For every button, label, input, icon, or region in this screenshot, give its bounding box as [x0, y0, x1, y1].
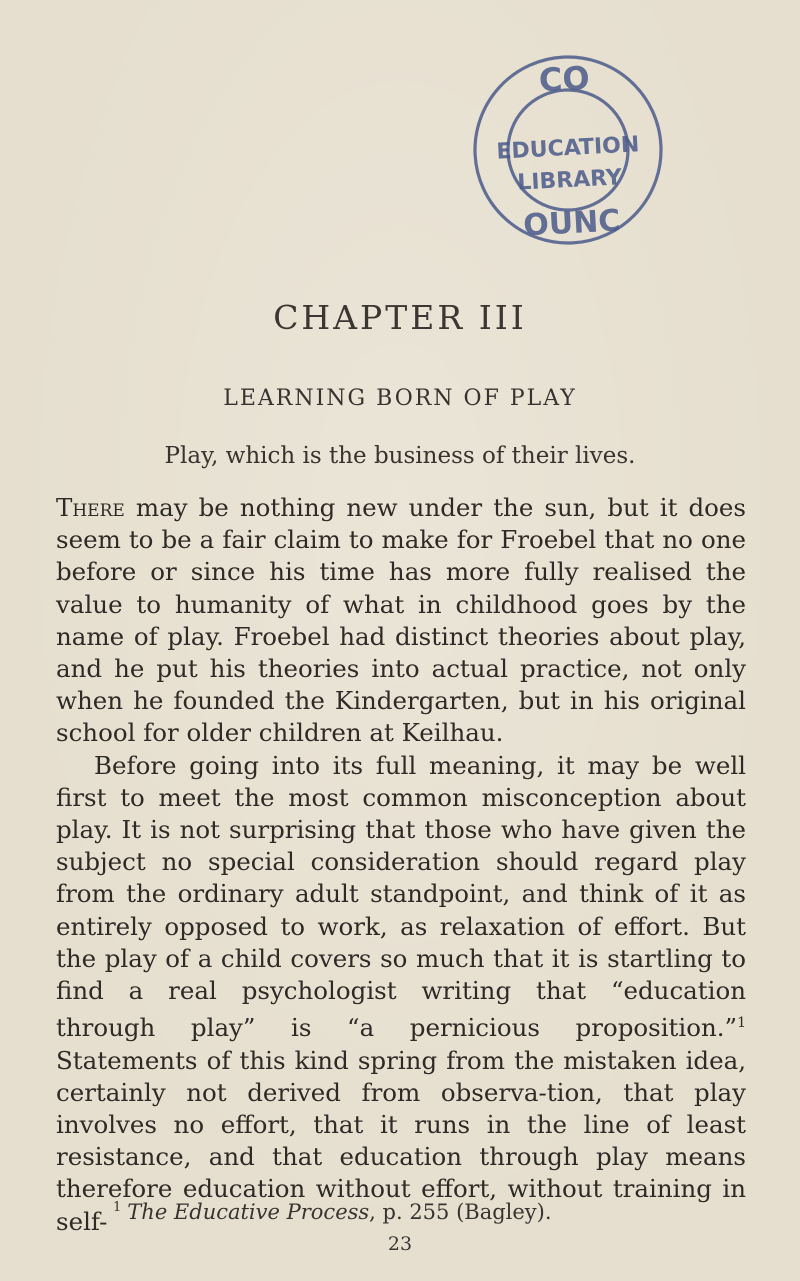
footnote-number: 1 [113, 1200, 122, 1215]
page-number: 23 [387, 1233, 413, 1255]
paragraph-2 [56, 750, 746, 1238]
library-stamp-graphic [463, 45, 673, 255]
chapter-heading: CHAPTER III [273, 298, 527, 337]
paragraph-1-text: may be nothing new under the sun, but it does seem to be a fair claim to make for Froebel that no one before or since his time has more fully realised the value to humanity of what in childhood goes by the name of play. Froebel had distinct theories about play, and he put his theories into actual practice, not only when he founded the Kindergarten, but in his original school for older children at Keilhau. [56, 493, 746, 748]
stamp-top-text: CO [537, 58, 591, 100]
stamp-bottom-text: OUNC [522, 203, 622, 244]
footnote-reference[interactable]: 1 [737, 1015, 746, 1032]
epigraph: Play, which is the business of their lives. [164, 443, 636, 469]
footnote-book-title: The Educative Process [127, 1200, 370, 1224]
body-text [56, 492, 746, 1238]
paragraph-2-text-after-ref: Statements of this kind spring from the mistaken idea, certainly not derived from observa-tion, that play involves no effort, that it runs in the line of least resistance, and that education through play means therefore education without effort, without training in self- [56, 1045, 746, 1236]
footnote-citation: , p. 255 (Bagley). [369, 1200, 552, 1224]
library-stamp [463, 45, 673, 255]
paragraph-1 [56, 492, 746, 750]
footnote [113, 1200, 552, 1224]
paragraph-1-opening-word: There [56, 493, 125, 522]
stamp-line-library: LIBRARY [516, 165, 623, 196]
stamp-line-education: EDUCATION [495, 132, 640, 165]
paragraph-2-text-before-ref: Before going into its full meaning, it may be well first to meet the most common misconception about play. It is not surprising that those who have given the subject no special consideration should regard play from the ordinary adult standpoint, and think of it as entirely opposed to work, as relaxation of effort. But the play of a child covers so much that it is startling to find a real psychologist writing that “education through play” is “a pernicious proposition.” [56, 750, 746, 1043]
chapter-title: LEARNING BORN OF PLAY [223, 386, 577, 411]
